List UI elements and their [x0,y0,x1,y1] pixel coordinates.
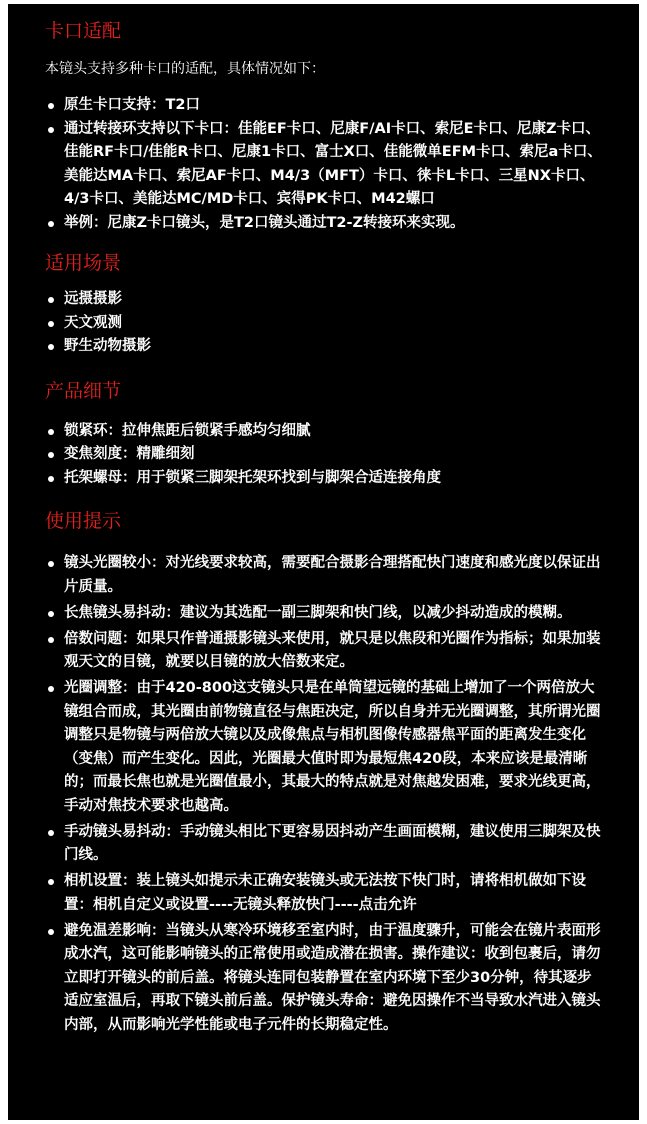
list-item [45,920,603,1038]
item-key: 镜头光圈较小： [64,555,166,571]
list-item [45,821,603,868]
list-item [45,118,603,212]
item-key: 原生卡口支持： [64,97,166,113]
item-text: 精雕细刻 [136,446,195,462]
section-title-details: 产品细节 [45,379,122,402]
item-text: 如果只作普通摄影镜头来使用，就只是以焦段和光圈作为指标；如果加装观天文的目镜，就要以目镜的放大倍数来定。 [64,630,601,670]
scenes-list [45,288,603,359]
tips-list [45,552,603,1037]
list-item [45,677,603,818]
details-list [45,420,603,491]
item-text: 建议为其选配一副三脚架和快门线，以减少抖动造成的模糊。 [180,604,572,621]
list-item [45,602,603,626]
mount-intro: 本镜头支持多种卡口的适配，具体情况如下： [45,61,325,77]
item-text: 装上镜头如提示未正确安装镜头或无法按下快门时，请将相机做如下设置：相机自定义或设置----无镜头释放快门----点击允许 [64,873,586,913]
item-key: 举例： [64,214,108,231]
section-title-mount: 卡口适配 [45,20,122,42]
list-item: 天文观测 [45,312,603,336]
item-key: 通过转接环支持以下卡口： [64,120,238,137]
list-item [45,552,603,599]
item-key: 避免温差影响： [64,922,166,939]
item-text: 尼康Z卡口镜头，是T2口镜头通过T2-Z转接环来实现。 [107,214,465,231]
list-item [45,212,603,236]
item-text: 手动镜头相比下更容易因抖动产生画面模糊，建议使用三脚架及快门线。 [64,823,601,863]
list-item [45,467,603,491]
section-title-scenes: 适用场景 [45,252,122,274]
list-item: 远摄摄影 [45,288,603,312]
item-text: 用于锁紧三脚架托架环找到与脚架合适连接角度 [136,469,441,486]
product-description-panel [8,4,639,1120]
item-key: 变焦刻度： [64,446,137,462]
item-text: 当镜头从寒冷环境移至室内时，由于温度骤升，可能会在镜片表面形成水汽，这可能影响镜头的正常使用或造成潜在损害。操作建议：收到包裹后，请勿立即打开镜头的前后盖。将镜头连同包装静置在室内环境下至少30分钟，待其逐步适应室温后，再取下镜头前后盖。保护镜头寿命：避免因操作不当导致水汽进入镜头内部，从而影响光学性能或电子元件的长期稳定性。 [64,922,601,1033]
list-item [45,443,603,467]
list-item [45,870,603,917]
list-item [45,94,603,118]
item-text: 佳能EF卡口、尼康F/AI卡口、索尼E卡口、尼康Z卡口、佳能RF卡口/佳能R卡口、尼康1卡口、富士X口、佳能微单EFM卡口、索尼a卡口、美能达MA卡口、索尼AF卡口、M4/3（MFT）卡口、徕卡L卡口、三星NX卡口、4/3卡口、美能达MC/MD卡口、宾得PK卡口、M42螺口 [64,120,602,207]
item-key: 锁紧环： [64,422,122,439]
mount-list [45,94,603,235]
item-key: 相机设置： [64,873,137,889]
item-key: 光圈调整： [64,680,137,696]
item-key: 托架螺母： [64,469,137,486]
item-text: 拉伸焦距后锁紧手感均匀细腻 [122,422,311,439]
item-text: 由于420-800这支镜头只是在单筒望远镜的基础上增加了一个两倍放大镜组合而成，其光圈由前物镜直径与焦距决定，所以自身并无光圈调整，其所谓光圈调整只是物镜与两倍放大镜以及成像焦点与相机图像传感器焦平面的距离发生变化（变焦）而产生变化。因此，光圈最大值时即为最短焦420段，本来应该是最清晰的；而最长焦也就是光圈值最小，其最大的特点就是对焦越发困难，要求光线更高，手动对焦技术要求也越高。 [64,680,601,814]
item-key: 手动镜头易抖动： [64,823,180,840]
item-key: 倍数问题： [64,630,137,647]
item-text: 对光线要求较高，需要配合摄影合理搭配快门速度和感光度以保证出片质量。 [64,555,601,595]
item-key: 长焦镜头易抖动： [64,604,180,621]
item-text: T2口 [165,97,200,113]
list-item [45,420,603,444]
list-item: 野生动物摄影 [45,335,603,359]
list-item [45,628,603,675]
section-title-tips: 使用提示 [45,510,122,532]
